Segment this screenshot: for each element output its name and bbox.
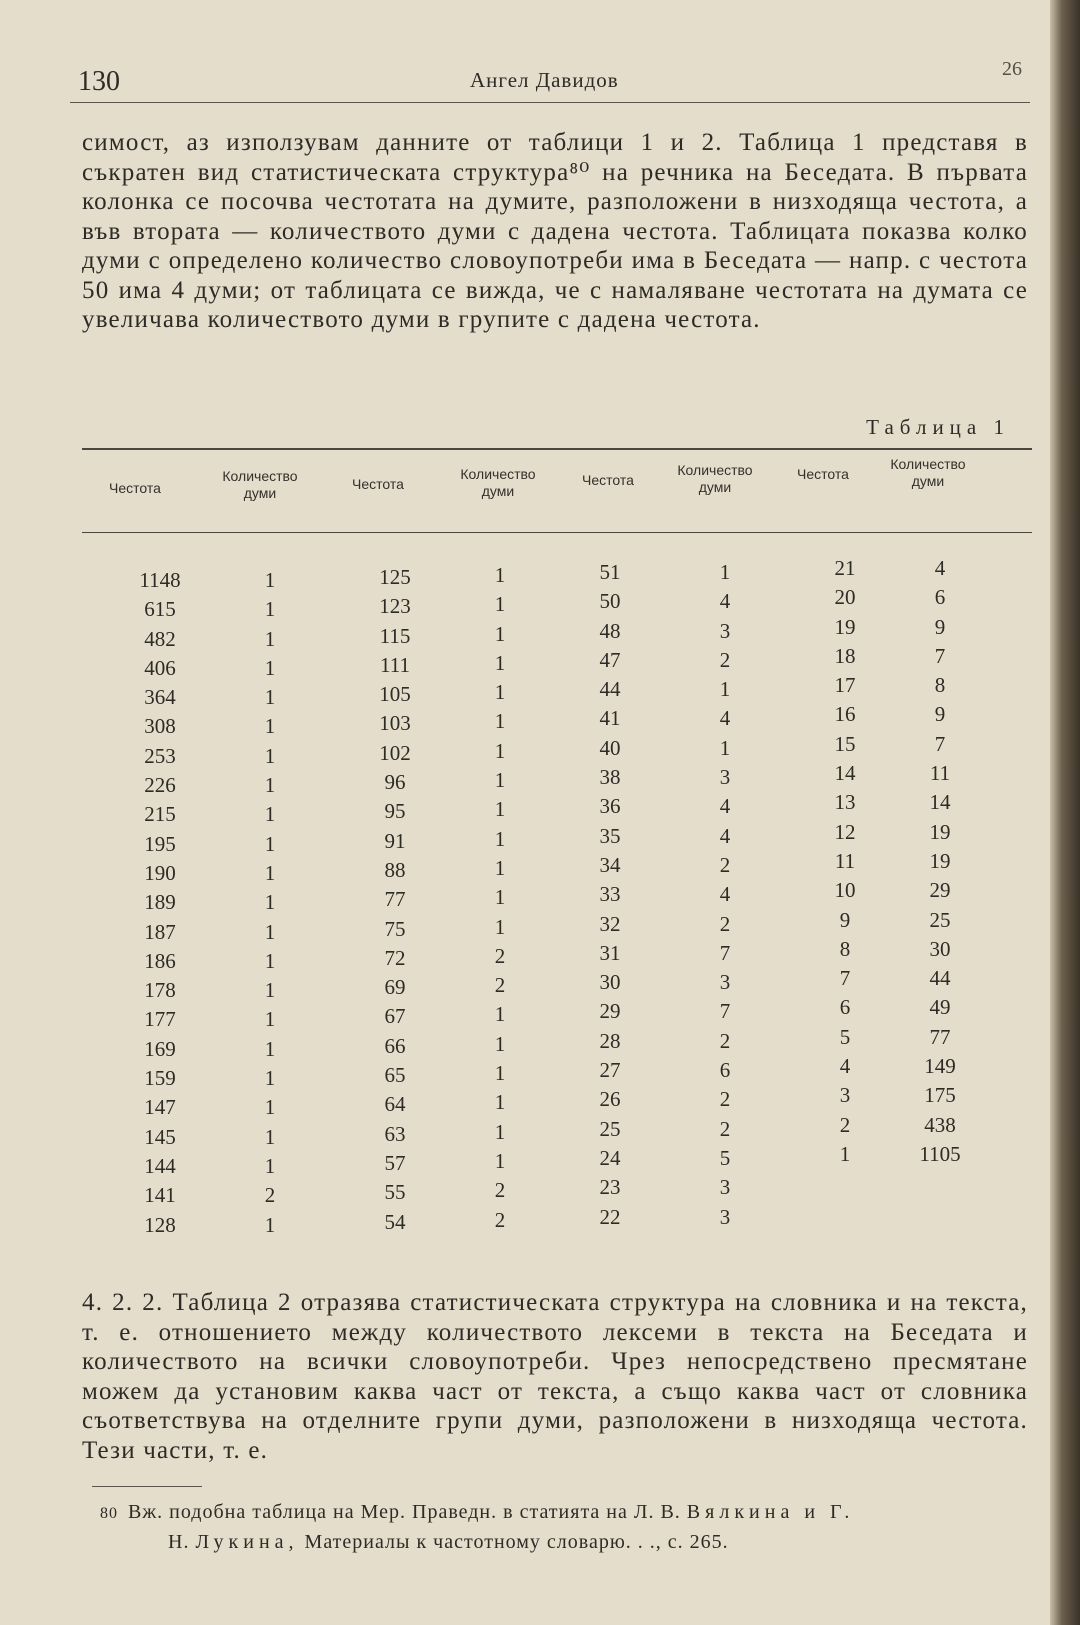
table-cell: 1 [494, 592, 506, 617]
table-cell: 5 [839, 1024, 851, 1049]
table-column [335, 563, 455, 1237]
frequency-table [0, 555, 1050, 1245]
table-cell: 77 [929, 1024, 951, 1049]
table-cell: 14 [929, 790, 951, 815]
table-cell: 3 [719, 765, 731, 790]
page-edge [1050, 0, 1080, 1625]
table-cell: 50 [599, 589, 621, 614]
table-cell: 48 [599, 618, 621, 643]
table-cell: 149 [924, 1054, 956, 1079]
table-cell: 189 [144, 890, 176, 915]
table-cell: 1 [264, 568, 276, 592]
table-cell: 2 [719, 1116, 731, 1141]
table-cell: 2 [839, 1112, 851, 1137]
table-cell: 1 [719, 677, 731, 702]
table-cell: 11 [929, 761, 951, 786]
table-cell: 47 [599, 647, 621, 672]
column-header: Честота [797, 466, 849, 482]
table-cell: 65 [384, 1063, 406, 1088]
table-cell: 17 [834, 673, 856, 698]
table-cell: 1 [494, 680, 506, 705]
table-cell: 1 [264, 831, 276, 856]
table-cell: 4 [719, 794, 731, 819]
table-cell: 1 [264, 743, 276, 768]
table-cell: 1 [839, 1141, 851, 1166]
table-cell: 1 [264, 1066, 276, 1091]
table-cell: 3 [719, 1204, 731, 1229]
table-cell: 25 [929, 907, 951, 932]
table-cell: 11 [834, 848, 856, 873]
table-cell: 1 [264, 860, 276, 885]
column-header: Количество думи [222, 468, 298, 501]
column-header: Честота [352, 476, 404, 492]
table-cell: 1 [494, 1002, 506, 1027]
table-cell: 186 [144, 948, 176, 973]
table-column [210, 566, 330, 1240]
page-header [70, 58, 1030, 103]
table-cell: 4 [839, 1054, 851, 1079]
table-cell: 215 [144, 802, 176, 827]
table-cell: 147 [144, 1095, 176, 1120]
table-cell: 9 [934, 614, 946, 639]
table-cell: 7 [719, 999, 731, 1024]
table-cell: 482 [144, 626, 176, 651]
column-header: Честота [109, 480, 161, 496]
table-cell: 16 [834, 702, 856, 727]
column-header: Количество думи [890, 456, 966, 489]
table-cell: 1 [494, 1061, 506, 1086]
table-cell: 2 [719, 911, 731, 936]
table-cell: 438 [924, 1112, 956, 1137]
table-column [550, 558, 670, 1232]
table-cell: 103 [379, 711, 411, 736]
table-cell: 1 [494, 621, 506, 646]
table-cell: 3 [839, 1083, 851, 1108]
table-cell: 2 [719, 852, 731, 877]
table-caption: Таблица 1 [866, 415, 1010, 439]
table-cell: 169 [144, 1036, 176, 1061]
body-paragraph-2: 4. 2. 2. Таблица 2 отразява статистическата структура на словника и на текста, т. е. отношението между количеството лексеми в текста на Беседата и количеството на всички словоупотреби. Чрез непосредствено пресмятане можем да установим каква част от текста, а също каква част от словника съответствува на отделните групи думи, разположени в низходяща честота. Тези части, т. е. [82, 1289, 1028, 1464]
table-cell: 615 [144, 597, 176, 622]
table-cell: 1 [264, 978, 276, 1003]
footnote-line-2: Н. Лукина, Материалы к частотному словарю. . ., с. 265. [168, 1531, 729, 1553]
table-cell: 5 [719, 1145, 731, 1170]
table-cell: 15 [834, 731, 856, 756]
table-cell: 4 [719, 706, 731, 731]
table-cell: 14 [834, 761, 856, 786]
table-cell: 12 [834, 819, 856, 844]
table-cell: 54 [384, 1209, 406, 1234]
table-cell: 4 [719, 823, 731, 848]
table-cell: 91 [384, 828, 406, 853]
footnote [100, 1498, 1030, 1557]
table-column [880, 554, 1000, 1169]
corner-number: 26 [1002, 58, 1022, 80]
table-cell: 1 [494, 563, 506, 587]
table-cell: 1 [264, 714, 276, 739]
table-cell: 72 [384, 945, 406, 970]
table-cell: 364 [144, 685, 176, 710]
table-cell: 1 [264, 1153, 276, 1178]
running-title: Ангел Давидов [470, 68, 619, 92]
table-cell: 1 [494, 738, 506, 763]
table-cell: 128 [144, 1212, 176, 1237]
table-cell: 2 [719, 1028, 731, 1053]
table-cell: 159 [144, 1066, 176, 1091]
table-cell: 187 [144, 919, 176, 944]
table-cell: 88 [384, 857, 406, 882]
table-cell: 23 [599, 1175, 621, 1200]
table-cell: 77 [384, 887, 406, 912]
table-cell: 253 [144, 743, 176, 768]
table-cell: 8 [934, 673, 946, 698]
table-cell: 41 [599, 706, 621, 731]
table-cell: 57 [384, 1150, 406, 1175]
table-cell: 1 [494, 650, 506, 675]
table-cell: 66 [384, 1033, 406, 1058]
table-cell: 1105 [919, 1141, 961, 1166]
table-cell: 8 [839, 936, 851, 961]
table-cell: 7 [934, 643, 946, 668]
table-header-rule [82, 532, 1032, 533]
table-cell: 178 [144, 978, 176, 1003]
table-cell: 18 [834, 643, 856, 668]
table-cell: 10 [834, 878, 856, 903]
table-cell: 1 [264, 1007, 276, 1032]
table-cell: 44 [929, 966, 951, 991]
table-cell: 1 [264, 1036, 276, 1061]
table-cell: 125 [379, 565, 411, 589]
body-paragraph-1: симост, аз използувам данните от таблици 1 и 2. Таблица 1 представя в съкратен вид статистическата структура⁸⁰ на речника на Беседата. В първата колонка се посочва честотата на думите, разположени в низходяща честота, а във втората — количеството думи с дадена честота. Таблицата показва колко думи с определено количество словоупотреби има в Беседата — напр. с честота 50 има 4 думи; от таблицата се вижда, че с намаляване честотата на думата се увеличава количеството думи в групите с дадена честота. [82, 129, 1028, 333]
table-cell: 2 [494, 943, 506, 968]
table-cell: 19 [929, 848, 951, 873]
table-cell: 111 [380, 652, 410, 677]
table-cell: 3 [719, 618, 731, 643]
table-cell: 7 [839, 966, 851, 991]
table-cell: 1 [494, 1090, 506, 1115]
table-cell: 1 [264, 1124, 276, 1149]
column-header: Честота [582, 472, 634, 488]
table-cell: 1 [264, 1212, 276, 1237]
table-cell: 22 [599, 1204, 621, 1229]
table-cell: 308 [144, 714, 176, 739]
table-column [440, 561, 560, 1235]
table-cell: 20 [834, 585, 856, 610]
table-cell: 67 [384, 1004, 406, 1029]
column-header: Количество думи [460, 466, 536, 499]
table-cell: 1 [264, 1095, 276, 1120]
table-cell: 2 [719, 647, 731, 672]
footnote-text: Вж. подобна таблица на Мер. Праведн. в статията на Л. В. [128, 1501, 681, 1523]
table-cell: 3 [719, 970, 731, 995]
table-cell: 115 [379, 623, 411, 648]
table-column [665, 558, 785, 1232]
table-cell: 1 [494, 797, 506, 822]
table-cell: 27 [599, 1058, 621, 1083]
table-cell: 1 [264, 890, 276, 915]
table-cell: 32 [599, 911, 621, 936]
table-cell: 2 [494, 1207, 506, 1232]
table-cell: 3 [719, 1175, 731, 1200]
table-cell: 175 [924, 1083, 956, 1108]
table-cell: 6 [934, 585, 946, 610]
table-cell: 7 [719, 940, 731, 965]
footnote-rule [92, 1486, 202, 1487]
table-cell: 145 [144, 1124, 176, 1149]
footnote-author: Вялкина и Г. [686, 1501, 855, 1523]
table-cell: 1148 [139, 568, 181, 592]
table-cell: 28 [599, 1028, 621, 1053]
table-cell: 29 [929, 878, 951, 903]
table-cell: 1 [264, 597, 276, 622]
table-cell: 4 [934, 556, 946, 580]
table-cell: 30 [599, 970, 621, 995]
table-cell: 51 [599, 560, 621, 584]
table-top-rule [82, 448, 1032, 450]
table-cell: 19 [929, 819, 951, 844]
table-cell: 1 [264, 802, 276, 827]
table-cell: 2 [264, 1183, 276, 1208]
table-cell: 102 [379, 740, 411, 765]
table-cell: 195 [144, 831, 176, 856]
table-cell: 105 [379, 682, 411, 707]
table-cell: 35 [599, 823, 621, 848]
table-cell: 26 [599, 1087, 621, 1112]
table-cell: 1 [719, 735, 731, 760]
table-cell: 6 [719, 1058, 731, 1083]
table-cell: 226 [144, 773, 176, 798]
table-cell: 144 [144, 1153, 176, 1178]
table-cell: 40 [599, 735, 621, 760]
table-cell: 1 [494, 914, 506, 939]
table-cell: 95 [384, 799, 406, 824]
table-cell: 30 [929, 936, 951, 961]
table-cell: 1 [494, 885, 506, 910]
table-cell: 63 [384, 1121, 406, 1146]
table-cell: 55 [384, 1180, 406, 1205]
table-cell: 69 [384, 975, 406, 1000]
table-cell: 24 [599, 1145, 621, 1170]
table-cell: 1 [264, 773, 276, 798]
table-cell: 96 [384, 770, 406, 795]
table-cell: 1 [494, 1148, 506, 1173]
table-cell: 29 [599, 999, 621, 1024]
table-cell: 177 [144, 1007, 176, 1032]
table-cell: 1 [264, 626, 276, 651]
table-cell: 2 [494, 1178, 506, 1203]
table-cell: 1 [264, 685, 276, 710]
table-cell: 406 [144, 655, 176, 680]
table-cell: 190 [144, 860, 176, 885]
table-cell: 44 [599, 677, 621, 702]
table-cell: 75 [384, 916, 406, 941]
table-cell: 1 [494, 826, 506, 851]
table-cell: 1 [494, 709, 506, 734]
table-cell: 13 [834, 790, 856, 815]
table-cell: 1 [494, 1031, 506, 1056]
footnote-number: 80 [100, 1505, 118, 1522]
table-cell: 9 [934, 702, 946, 727]
page-number: 130 [78, 66, 120, 97]
table-cell: 6 [839, 995, 851, 1020]
table-cell: 36 [599, 794, 621, 819]
table-cell: 1 [719, 560, 731, 584]
table-cell: 1 [264, 948, 276, 973]
table-cell: 1 [494, 768, 506, 793]
table-cell: 19 [834, 614, 856, 639]
table-cell: 33 [599, 882, 621, 907]
table-cell: 21 [834, 556, 856, 580]
table-cell: 1 [494, 1119, 506, 1144]
table-cell: 2 [719, 1087, 731, 1112]
table-cell: 34 [599, 852, 621, 877]
table-column [100, 566, 220, 1240]
table-cell: 1 [494, 855, 506, 880]
table-cell: 64 [384, 1092, 406, 1117]
table-cell: 25 [599, 1116, 621, 1141]
column-header: Количество думи [677, 462, 753, 495]
table-header [0, 456, 1050, 526]
table-cell: 1 [264, 655, 276, 680]
table-cell: 31 [599, 940, 621, 965]
table-cell: 49 [929, 995, 951, 1020]
table-cell: 4 [719, 882, 731, 907]
table-cell: 123 [379, 594, 411, 619]
table-cell: 1 [264, 919, 276, 944]
table-cell: 141 [144, 1183, 176, 1208]
table-cell: 38 [599, 765, 621, 790]
table-cell: 9 [839, 907, 851, 932]
table-cell: 7 [934, 731, 946, 756]
table-cell: 2 [494, 973, 506, 998]
table-cell: 4 [719, 589, 731, 614]
